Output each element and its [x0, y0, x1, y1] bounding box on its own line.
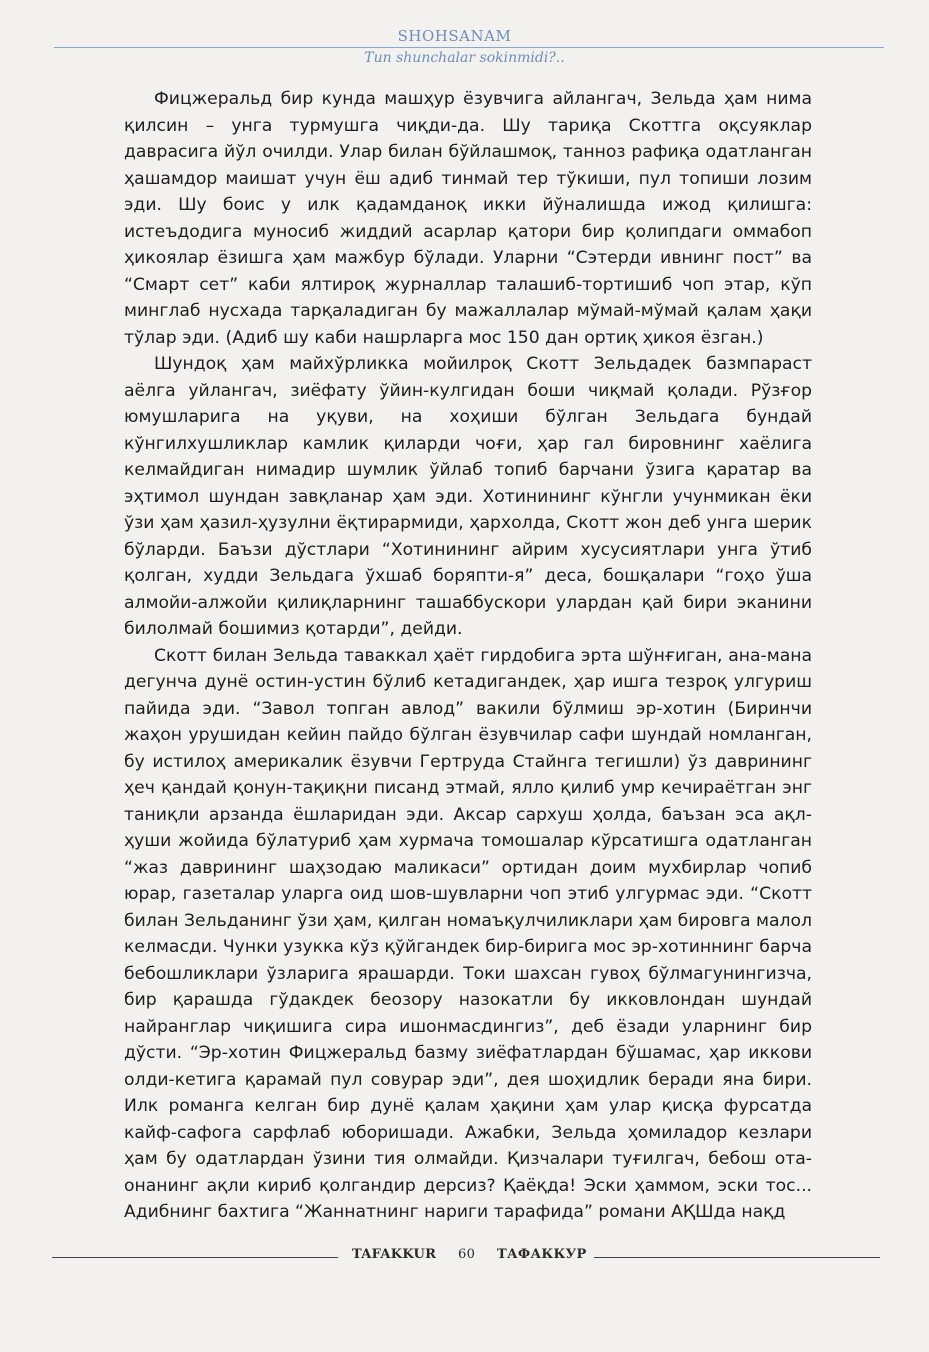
paragraph: Шундоқ ҳам майхўрликка мойилроқ Скотт Зельдадек базмпараст аёлга уйлангач, зиёфату ўйин-кулгидан боши чиқмай қолади. Рўзғор юмушларига на уқуви, на хоҳиши бўлган Зельдага бундай кўнгилхушликлар камлик қиларди чоғи, ҳар гал бировнинг хаёлига келмайдиган нимадир шумлик ўйлаб топиб барчани ўзига қаратар ва эҳтимол шундан завқланар ҳам эди. Хотинининг кўнгли учунмикан ёки ўзи ҳам ҳазил-ҳузулни ёқтирармиди, ҳархолда, Скотт жон деб унга шерик бўларди. Баъзи дўстлари “Хотинининг айрим хусусиятлари унга ўтиб қолган, худди Зельдага ўхшаб боряпти-я” деса, бошқалари “гоҳо ўша алмойи-алжойи қилиқларнинг ташаббускори улардан қай бири эканини билолмай бошимиз қотарди”, дейди. [124, 354, 812, 639]
page-number: 60 [458, 1247, 476, 1262]
paragraph: Фицжеральд бир кунда машҳур ёзувчига айлангач, Зельда ҳам нима қилсин – унга турмушга чиқди-да. Шу тариқа Скоттга оқсуяклар даврасига йўл очилди. Улар билан бўйлашмоқ, танноз рафиқа одатланган ҳашамдор маишат учун ёш адиб тинмай тер тўкиши, пул топиши лозим эди. Шу боис у илк қадамданоқ икки йўналишда ижод қилишга: истеъдодига муносиб жиддий асарлар қатори бир қолипдаги оммабоп ҳикоялар ёзишга ҳам мажбур бўлади. Уларни “Сэтерди ивнинг пост” ва “Смарт сет” каби ялтироқ журналлар талашиб-тортишиб чоп этар, кўп минглаб нусхада тарқаладиган бу мажаллалар мўмай-мўмай қалам ҳақи тўлар эди. (Адиб шу каби нашрларга мос 150 дан ортиқ ҳикоя ёзган.) [124, 89, 812, 348]
running-footer [0, 1240, 929, 1280]
paragraph: Скотт билан Зельда таваккал ҳаёт гирдобига эрта шўнғиган, ана-мана дегунча дунё остин-устин бўлиб кетадигандек, ҳар ишга тезроқ улгуриш пайида эди. “Завол топган авлод” вакили бўлмиш эр-хотин (Биринчи жаҳон урушидан кейин пайдо бўлган ёзувчилар сафи шундай номланган, бу истилоҳ америкалик ёзувчи Гертруда Стайнга тегишли) ўз даврининг ҳеч қандай қонун-тақиқни писанд этмай, яллo қилиб умр кечираётган энг таниқли арзанда ёшларидан эди. Аксар сархуш ҳолда, баъзан эса ақл-ҳуши жойида бўлатуриб ҳам хурмача томошалар кўрсатишга одатланган “жаз даврининг шаҳзодаю маликаси” ортидан доим мухбирлар чопиб юрар, газеталар уларга оид шов-шувларни чоп этиб улгурмас эди. “Скотт билан Зельданинг ўзи ҳам, қилган номаъқулчиликлари ҳам бировга малол келмасди. Чунки узукка кўз қўйгандек бир-бирига мос эр-хотиннинг барча бебошликлари ўзларига ярашарди. Токи шахсан гувоҳ бўлмагунингизча, бир қарашда гўдакдек беозору назокатли бу икковлондан шундай найранглар чиқишига сира ишонмасдингиз”, деб ёзади уларнинг бир дўсти. “Эр-хотин Фицжеральд базму зиёфатлардан бўшамас, ҳар иккови олди-кетига қарамай пул совурар эди”, дея шоҳидлик беради яна бири. Илк романга келган бир дунё қалам ҳақини ҳам улар қисқа фурсатда кайф-сафога сарфлаб юборишади. Ажабки, Зельда ҳомиладор кезлари ҳам бу одатлардан ўзини тия олмайди. Қизчалари туғилгач, бебош ота-онанинг ақли кириб қолгандир дерсиз? Қаёқда! Эски ҳаммом, эски тос... Адибнинг бахтига “Жаннатнинг нариги тарафида” романи АҚШда нақд [124, 645, 812, 1222]
running-header [0, 0, 929, 80]
footer-magazine-name-cyrillic: ТАФАККУР [497, 1247, 587, 1262]
footer-magazine-name-latin: TAFAKKUR [352, 1247, 437, 1262]
header-rule [54, 47, 884, 48]
header-section-title: SHOHSANAM [397, 27, 512, 45]
footer-rule-left [52, 1257, 338, 1258]
footer-rule-right [594, 1257, 880, 1258]
article-body [124, 86, 812, 1226]
header-article-title: Tun shunchalar sokinmidi?.. [364, 50, 565, 66]
